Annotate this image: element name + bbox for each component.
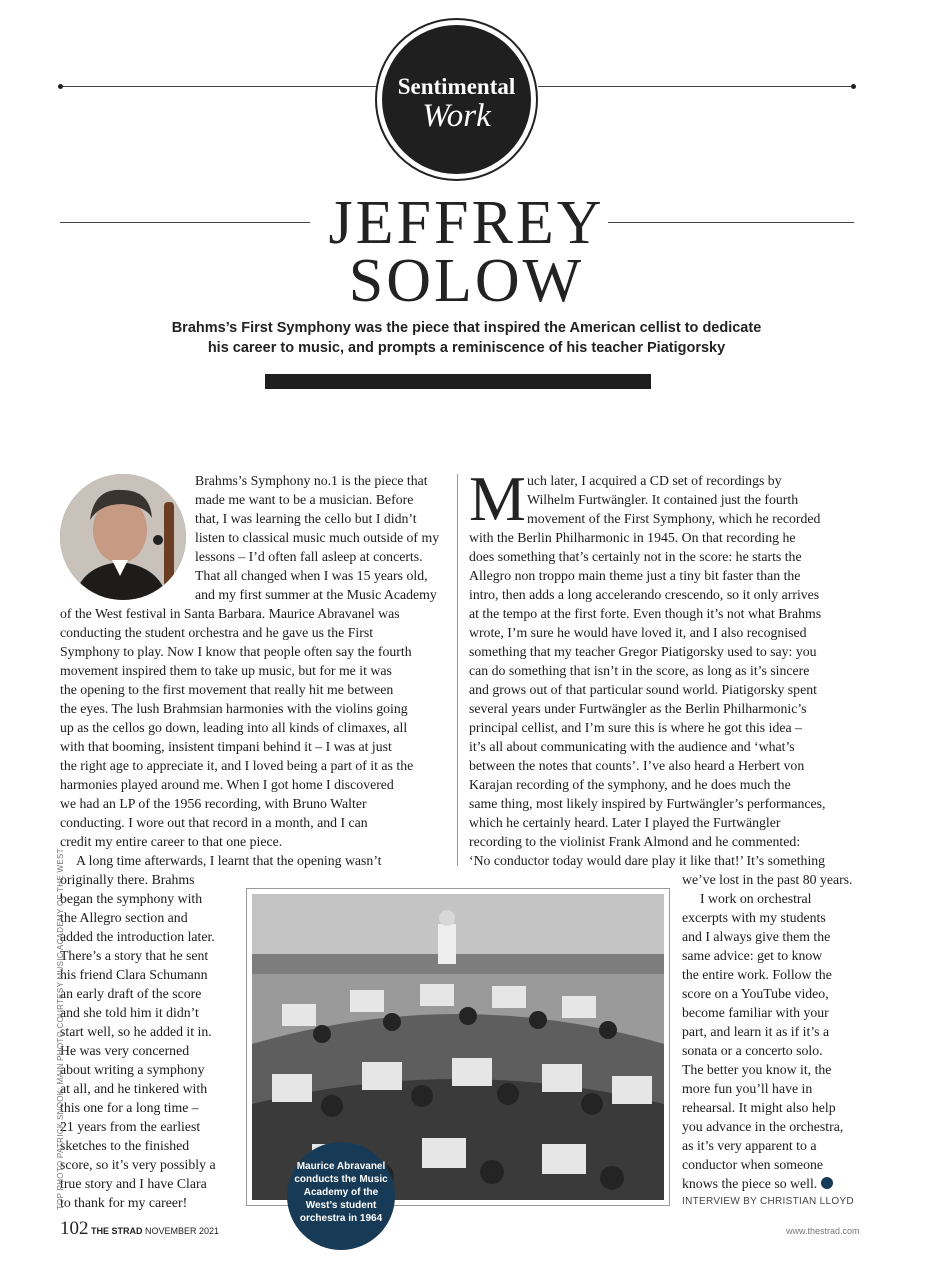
title-bar	[265, 374, 651, 389]
body-line: added the introduction later.	[60, 929, 215, 944]
body-line: become familiar with your	[682, 1005, 829, 1020]
page-number: 102	[60, 1218, 89, 1239]
footer-url: www.thestrad.com	[786, 1226, 860, 1236]
body-line: The better you know it, the	[682, 1062, 832, 1077]
column-2-main	[469, 528, 825, 870]
caption-line: Maurice Abravanel	[296, 1161, 386, 1172]
body-line: the entire work. Follow the	[682, 967, 832, 982]
body-line: more fun you’ll have in	[682, 1081, 813, 1096]
standfirst-line: Brahms’s First Symphony was the piece that inspired the American cellist to dedicate	[171, 320, 762, 336]
top-rule-left-dot	[58, 84, 63, 89]
body-line: start well, so he added it in.	[60, 1024, 212, 1039]
body-line: Symphony to play. Now I know that people often say the fourth	[60, 644, 412, 659]
caption-line: West’s student	[305, 1200, 377, 1211]
body-line: at all, and he tinkered with	[60, 1081, 208, 1096]
body-line: true story and I have Clara	[60, 1176, 207, 1191]
body-line: wrote, I’m sure he would have loved it, and I also recognised	[469, 625, 807, 640]
body-line: credit my entire career to that one piece.	[60, 834, 283, 849]
body-line: made me want to be a musician. Before	[195, 492, 414, 507]
body-line-last	[682, 1174, 853, 1193]
column-3	[682, 870, 853, 1193]
body-line: Wilhelm Furtwängler. It contained just the fourth	[527, 492, 799, 507]
section-badge-line1: Sentimental	[397, 74, 516, 99]
body-line: at the tempo at the first forte. Even though it’s not what Brahms	[469, 606, 822, 621]
caption-line: Academy of the	[303, 1187, 379, 1198]
standfirst	[140, 318, 793, 358]
body-line: began the symphony with	[60, 891, 203, 906]
footer-magazine	[91, 1226, 219, 1236]
section-badge-inner	[382, 25, 531, 174]
body-line: to thank for my career!	[60, 1195, 188, 1210]
body-line: Karajan recording of the symphony, and he does much the	[469, 777, 791, 792]
section-badge-line2: Work	[422, 98, 491, 134]
body-line: recording to the violinist Frank Almond and he commented:	[469, 834, 801, 849]
section-badge	[375, 18, 538, 181]
body-line: something that my teacher Gregor Piatigorsky used to say: you	[469, 644, 817, 659]
column-2-top	[527, 471, 820, 528]
body-line: the right age to appreciate it, and I loved being a part of it as the	[60, 758, 414, 773]
body-line: Allegro non troppo main theme just a tiny bit faster than the	[469, 568, 801, 583]
body-line: rehearsal. It might also help	[682, 1100, 836, 1115]
body-line: can do something that isn’t in the score, as long as it’s sincere	[469, 663, 810, 678]
body-line: same thing, most likely inspired by Furtwängler’s performances,	[469, 796, 826, 811]
body-line: we’ve lost in the past 80 years.	[682, 872, 853, 887]
body-line: which he certainly heard. Later I played the Furtwängler	[469, 815, 781, 830]
body-line: the eyes. The lush Brahmsian harmonies with the violins going	[60, 701, 408, 716]
body-line: lessons – I’d often fall asleep at concerts.	[195, 549, 423, 564]
body-line: conducting the student orchestra and he gave us the First	[60, 625, 374, 640]
portrait-photo	[60, 474, 186, 600]
caption-line: conducts the Music	[294, 1174, 388, 1185]
body-line: and I always give them the	[682, 929, 831, 944]
issue-date: NOVEMBER 2021	[145, 1226, 220, 1236]
body-line: score on a YouTube video,	[682, 986, 829, 1001]
body-line: That all changed when I was 15 years old,	[195, 568, 428, 583]
body-line: originally there. Brahms	[60, 872, 195, 887]
column-1-middle	[60, 604, 413, 870]
body-line: listen to classical music much outside of my	[195, 530, 440, 545]
body-line: and grows out of that particular sound world. Piatigorsky spent	[469, 682, 817, 697]
body-line: and she told him it didn’t	[60, 1005, 199, 1020]
body-line: with the Berlin Philharmonic in 1945. On that recording he	[469, 530, 796, 545]
body-line: I work on orchestral	[700, 891, 812, 906]
top-rule-right-dot	[851, 84, 856, 89]
column-divider	[457, 474, 458, 866]
body-line: ‘No conductor today would dare play it like that!’ It’s something	[469, 853, 826, 868]
body-line: the Allegro section and	[60, 910, 188, 925]
body-line: between the notes that counts’. I’ve also heard a Herbert von	[469, 758, 805, 773]
photo-caption	[287, 1142, 395, 1250]
body-line: conductor when someone	[682, 1157, 823, 1172]
body-line: uch later, I acquired a CD set of recordings by	[527, 473, 782, 488]
body-line: that, I was learning the cello but I didn’t	[195, 511, 417, 526]
body-line: as it’s very apparent to a	[682, 1138, 817, 1153]
body-line: his friend Clara Schumann	[60, 967, 208, 982]
body-line: 21 years from the earliest	[60, 1119, 201, 1134]
body-line: score, so it’s very possibly a	[60, 1157, 216, 1172]
drop-cap: M	[469, 463, 526, 534]
body-line: we had an LP of the 1956 recording, with Bruno Walter	[60, 796, 367, 811]
body-line: conducting. I wore out that record in a month, and I can	[60, 815, 368, 830]
body-line: this one for a long time –	[60, 1100, 199, 1115]
photo-credit: TOP PHOTO PATRICK SNOOK; MAIN PHOTO COURTESY MUSIC ACADEMY OF THE WEST	[56, 848, 65, 1210]
article-title-line2: SOLOW	[348, 247, 585, 315]
body-line: with that booming, insistent timpani behind it – I was at just	[60, 739, 392, 754]
standfirst-line: his career to music, and prompts a reminiscence of his teacher Piatigorsky	[207, 340, 726, 356]
top-rule-left	[60, 86, 378, 87]
body-line: it’s all about communicating with the audience and ‘what’s	[469, 739, 795, 754]
caption-line: orchestra in 1964	[299, 1213, 383, 1224]
body-line: intro, then adds a long accelerando crescendo, so it only arrives	[469, 587, 820, 602]
body-line: He was very concerned	[60, 1043, 190, 1058]
body-line: harmonies played around me. When I got home I discovered	[60, 777, 394, 792]
body-line: does something that’s certainly not in the score: he starts the	[469, 549, 802, 564]
body-line: up as the cellos go down, leading into all kinds of climaxes, all	[60, 720, 408, 735]
body-line: movement inspired them to take up music, but for me it was	[60, 663, 392, 678]
body-line: several years under Furtwängler as the Berlin Philharmonic’s	[469, 701, 807, 716]
end-mark-icon	[821, 1177, 833, 1189]
article-title-line1: JEFFREY	[328, 189, 605, 257]
body-line: sketches to the finished	[60, 1138, 190, 1153]
body-line: about writing a symphony	[60, 1062, 205, 1077]
body-line: and my first summer at the Music Academy	[195, 587, 437, 602]
body-line: excerpts with my students	[682, 910, 826, 925]
magazine-name: THE STRAD	[91, 1226, 143, 1236]
body-line: knows the piece so well.	[682, 1176, 818, 1191]
body-line: There’s a story that he sent	[60, 948, 209, 963]
body-line: principal cellist, and I’m sure this is where he got this idea –	[469, 720, 802, 735]
top-rule-right	[538, 86, 854, 87]
column-1-narrow	[60, 870, 216, 1212]
body-line: Brahms’s Symphony no.1 is the piece that	[195, 473, 428, 488]
body-line: an early draft of the score	[60, 986, 202, 1001]
byline: INTERVIEW BY CHRISTIAN LLOYD	[682, 1196, 854, 1207]
body-line: movement of the First Symphony, which he recorded	[527, 511, 821, 526]
body-line: of the West festival in Santa Barbara. Maurice Abravanel was	[60, 606, 400, 621]
body-line: same advice: get to know	[682, 948, 823, 963]
portrait-illustration	[60, 474, 186, 600]
body-line: you advance in the orchestra,	[682, 1119, 844, 1134]
body-line: part, and learn it as if it’s a	[682, 1024, 830, 1039]
column-1-top	[195, 471, 439, 604]
body-line: the opening to the first movement that really hit me between	[60, 682, 394, 697]
body-line: sonata or a concerto solo.	[682, 1043, 823, 1058]
body-line: A long time afterwards, I learnt that the opening wasn’t	[76, 853, 382, 868]
